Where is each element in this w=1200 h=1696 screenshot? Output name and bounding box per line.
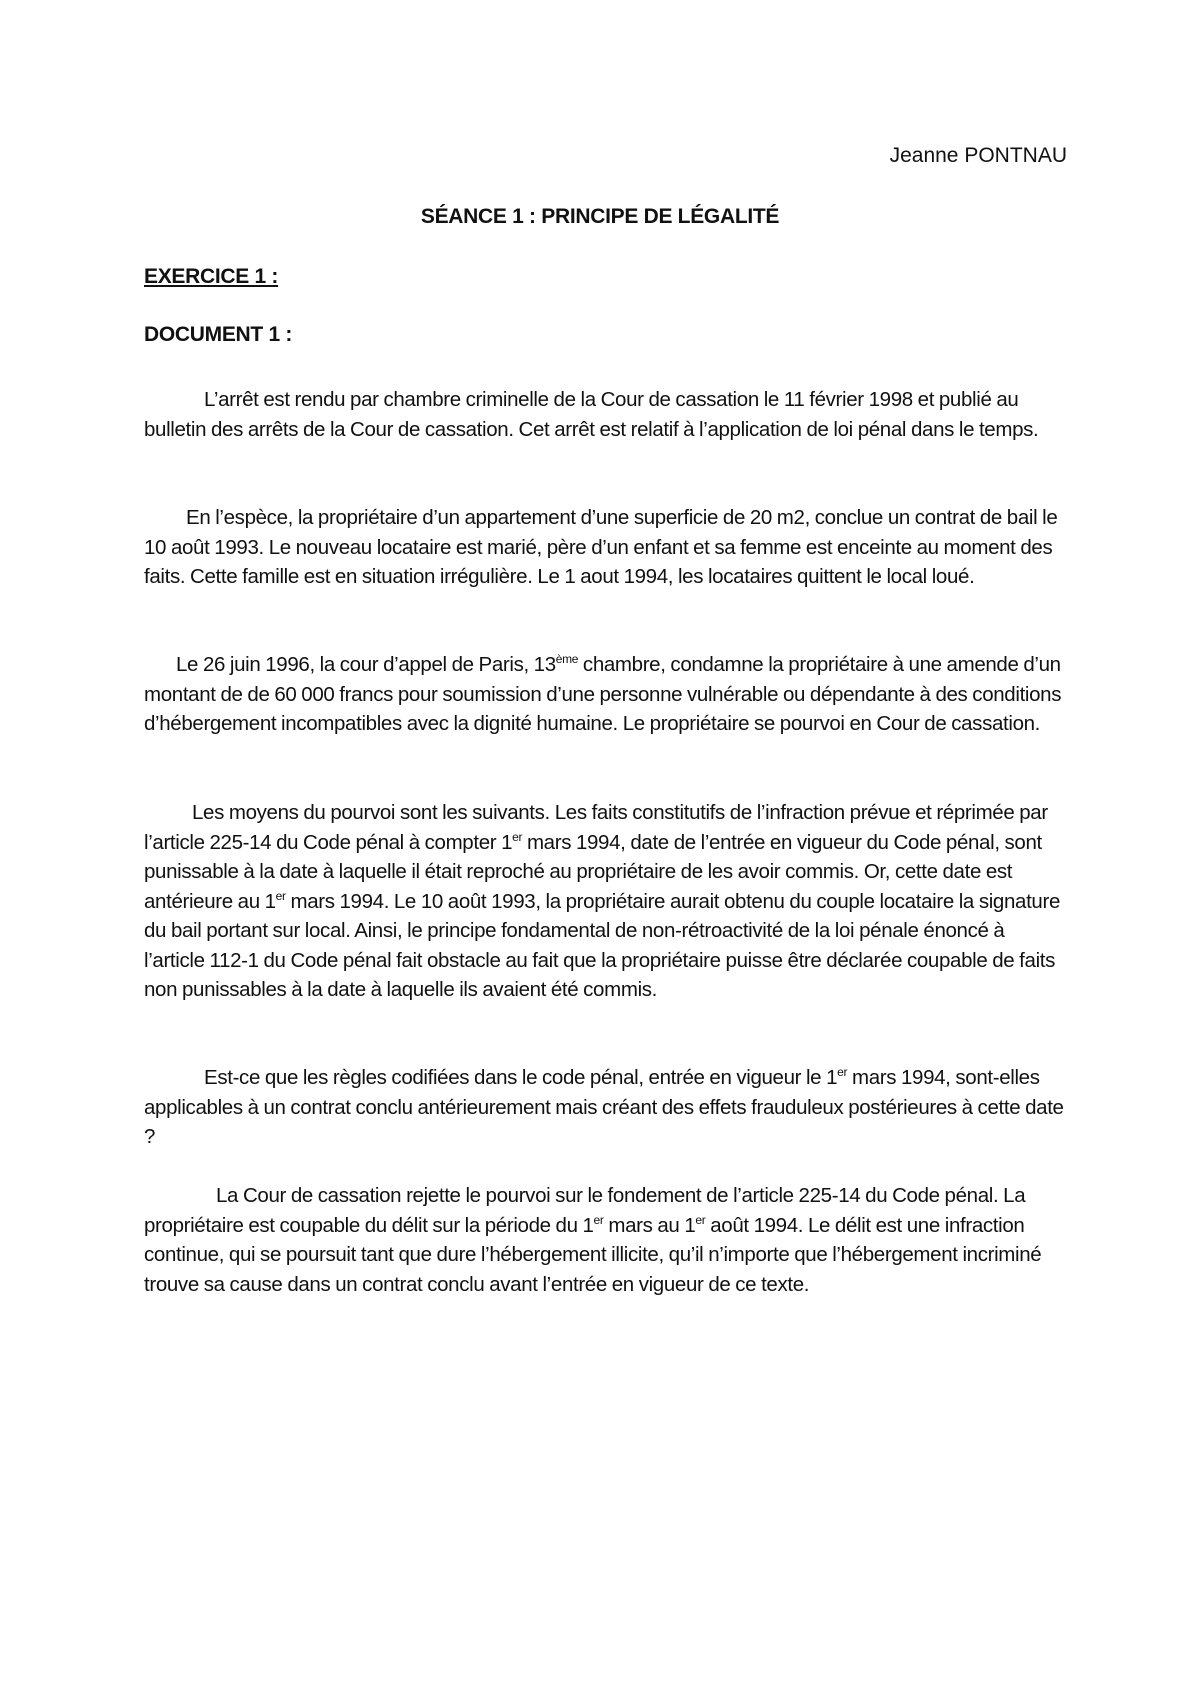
superscript: er <box>512 829 523 844</box>
superscript: er <box>695 1212 706 1227</box>
paragraph-text: En l’espèce, la propriétaire d’un appartement d’une superficie de 20 m2, conclue un contrat de bail le 10 août 1993. Le nouveau locataire est marié, père d’un enfant et sa femme est enceinte au moment des faits. Cette famille est en situation irrégulière. Le 1 aout 1994, les locataires quittent le local loué. <box>144 506 1058 588</box>
paragraph-legal-question <box>144 1063 1068 1152</box>
superscript: ème <box>555 652 579 666</box>
paragraph-text: mars 1994. Le 10 août 1993, la propriétaire aurait obtenu du couple locataire la signature du bail portant sur local. Ainsi, le principe fondamental de non-rétroactivité de la loi pénale énoncé à l’article 112-1 du Code pénal fait obstacle au fait que la propriétaire puisse être déclarée coupable de faits non punissables à la date à laquelle ils avaient été commis. <box>144 889 1060 1001</box>
paragraph-text: Les moyens du pourvoi sont les suivants. Les faits constitutifs de l’infraction prévue et réprimée par l’article 225-14 du Code pénal à compter 1 <box>144 801 1048 854</box>
paragraph-text: mars 1994, date de l’entrée en vigueur du Code pénal, sont punissable à la date à laquelle il était reproché au propriétaire de les avoir commis. Or, cette date est antérieure au 1 <box>144 830 1042 913</box>
superscript: er <box>837 1065 848 1079</box>
superscript: er <box>275 888 286 903</box>
paragraph-facts <box>144 503 1068 592</box>
paragraph-text: Est-ce que les règles codifiées dans le code pénal, entrée en vigueur le 1 <box>204 1066 838 1089</box>
paragraph-text: mars 1994, sont-elles applicables à un contrat conclu antérieurement mais créant des effets frauduleux postérieures à cette date ? <box>144 1066 1064 1148</box>
paragraph-solution <box>144 1181 1068 1299</box>
paragraph-appeal-grounds <box>144 798 1068 1005</box>
document-heading: DOCUMENT 1 : <box>144 323 293 346</box>
page-title: SÉANCE 1 : PRINCIPE DE LÉGALITÉ <box>420 205 780 228</box>
author-name: Jeanne PONTNAU <box>889 144 1067 167</box>
paragraph-text: L’arrêt est rendu par chambre criminelle de la Cour de cassation le 11 février 1998 et publié au bulletin des arrêts de la Cour de cassation. Cet arrêt est relatif à l’application de loi pénal dans le temps. <box>144 388 1039 441</box>
paragraph-text: La Cour de cassation rejette le pourvoi sur le fondement de l’article 225-14 du Code pénal. La propriétaire est coupable du délit sur la période du 1 <box>144 1184 1026 1237</box>
paragraph-text: août 1994. Le délit est une infraction continue, qui se poursuit tant que dure l’hébergement illicite, qu’il n’importe que l’hébergement incriminé trouve sa cause dans un contrat conclu avant l’entrée en vigueur de ce texte. <box>144 1213 1042 1296</box>
paragraph-text: mars au 1 <box>603 1213 696 1237</box>
paragraph-procedure <box>144 650 1068 739</box>
paragraph-text: Le 26 juin 1996, la cour d’appel de Paris, 13 <box>176 653 556 676</box>
exercise-heading: EXERCICE 1 : <box>144 265 279 288</box>
paragraph-text: chambre, condamne la propriétaire à une amende d’un montant de de 60 000 francs pour soumission d’une personne vulnérable ou dépendante à des conditions d’hébergement incompatibles avec la dignité humaine. Le propriétaire se pourvoi en Cour de cassation. <box>144 653 1062 735</box>
superscript: er <box>593 1212 604 1227</box>
paragraph-decision <box>144 385 1068 444</box>
